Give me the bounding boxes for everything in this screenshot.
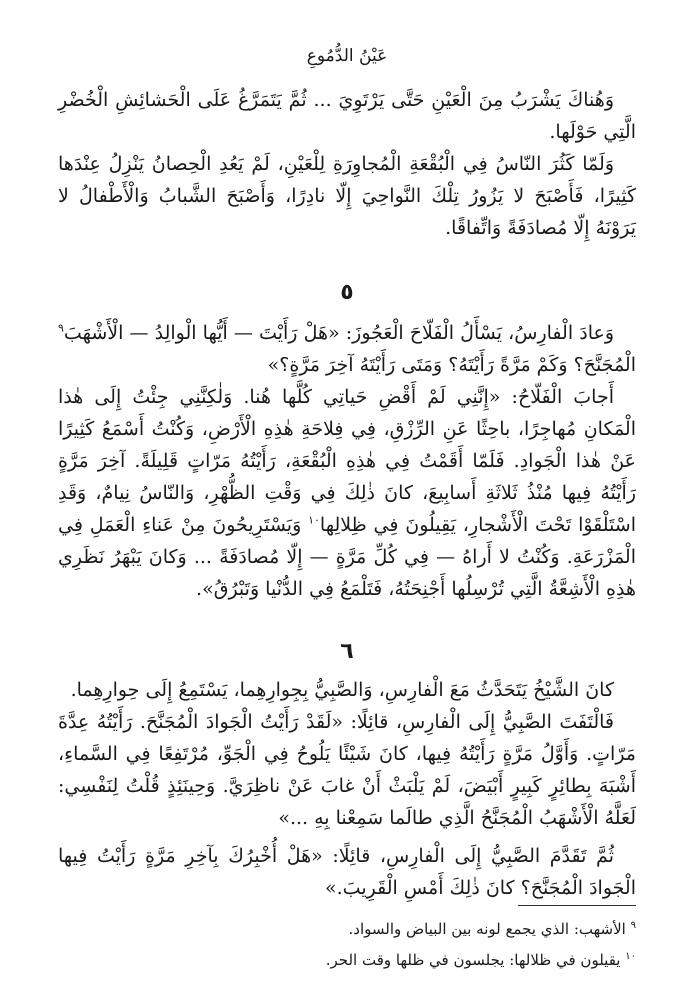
section5-paragraph-1-text-b: الْمُجَنَّحَ؟ وَكَمْ مَرَّةً رَأَيْتَهُ؟ وَمَتَى رَأَيْتَهُ آخِرَ مَرَّةٍ؟» bbox=[267, 354, 636, 376]
section-number-5: ٥ bbox=[340, 280, 354, 305]
footnote-9 bbox=[58, 912, 636, 943]
section6-paragraph-2: فَالْتَفَتَ الصَّبِيُّ إِلَى الْفارِسِ، قائِلًا: «لَقَدْ رَأَيْتُ الْجَوادَ الْمُجَنَّحَ. رَأَيْتُهُ عِدَّةَ مَرّاتٍ. وَأَوَّلُ مَرَّةٍ رَأَيْتُهُ فِيها، كانَ شَيْئًا يَلُوحُ فِي الْجَوِّ، مُرْتَفِعًا فِي السَّماءِ، أَشْبَهَ بِطائِرٍ كَبِيرٍ أَبْيَضَ، لَمْ يَلْبَثْ أَنْ غابَ عَنْ ناظِرَيَّ. وَحِينَئِذٍ قُلْتُ لِنَفْسِي: لَعَلَّهُ الْأَشْهَبُ الْمُجَنَّحُ الَّذِي طالَما سَمِعْنا بِهِ ...» bbox=[58, 711, 636, 829]
footnote-divider bbox=[518, 905, 636, 906]
footnotes bbox=[58, 912, 636, 974]
footnote-9-text: الأشهب: الذي يجمع لونه بين البياض والسواد. bbox=[348, 920, 626, 938]
footnote-10 bbox=[58, 943, 636, 974]
footnote-10-text: يقيلون في ظلالها: يجلسون في ظلها وقت الحر. bbox=[325, 951, 621, 969]
section5-paragraph-2-text-a: أَجابَ الْفَلّاحُ: «إِنَّنِي لَمْ أَقْضِ حَياتِي كُلَّها هُنا. وَلٰكِنَّنِي جِئْتُ إِلَى هٰذا الْمَكانِ مُهاجِرًا، باحِثًا عَنِ الرِّزْقِ، فِي فِلاحَةِ هٰذِهِ الْأَرْضِ، وَكُنْتُ أَسْمَعُ كَثِيرًا عَنْ هٰذا الْجَوادِ. فَلَمّا أَقَمْتُ فِي هٰذِهِ الْبُقْعَةِ، رَأَيْتُهُ مَرّاتٍ قَلِيلَةً. آخِرَ مَرَّةٍ رَأَيْتُهُ فِيها مُنْذُ ثَلاثَةِ أَسابِيعَ، كانَ ذٰلِكَ فِي وَقْتِ الظُّهْرِ، وَالنّاسُ نِيامٌ، وَقَدِ اسْتَلْقَوْا تَحْتَ الْأَشْجارِ، يَقِيلُونَ فِي ظِلالِها bbox=[58, 386, 637, 536]
section6-paragraph-1: كانَ الشَّيْخُ يَتَحَدَّثُ مَعَ الْفارِسِ، وَالصَّبِيُّ بِجِوارِهِما، يَسْتَمِعُ إِلَى حِوارِهِما. bbox=[70, 679, 614, 701]
section5-paragraph-2 bbox=[58, 381, 636, 605]
intro-paragraph-2: وَلَمّا كَثُرَ النّاسُ فِي الْبُقْعَةِ الْمُجاوِرَةِ لِلْعَيْنِ، لَمْ يَعُدِ الْحِصانُ يَنْزِلُ عِنْدَها كَثِيرًا، فَأَصْبَحَ لا يَزُورُ تِلْكَ النَّواحِيَ إِلّا نادِرًا، وَأَصْبَحَ الشَّبابُ وَالْأَطْفالُ لا يَرَوْنَهُ إِلّا مُصادَفَةً وَاتِّفاقًا. bbox=[58, 153, 636, 239]
section5-paragraph-1 bbox=[58, 317, 636, 381]
running-head: عَيْنُ الدُّمُوعِ bbox=[306, 46, 388, 66]
intro-paragraph-1: وَهُناكَ يَشْرَبُ مِنَ الْعَيْنِ حَتَّى يَرْتَوِيَ ... ثُمَّ يَتَمَرَّغُ عَلَى الْحَشائِشِ الْخُضْرِ الَّتِي حَوْلَها. bbox=[58, 89, 636, 143]
footnote-9-number: ٩ bbox=[630, 920, 636, 931]
footnote-10-number: ١٠ bbox=[625, 951, 636, 962]
section5-paragraph-1-text-a: وَعادَ الْفارِسُ، يَسْأَلُ الْفَلّاحَ الْعَجُوزَ: «هَلْ رَأَيْتَ — أَيُّها الْوالِدُ — الْأَشْهَبَ bbox=[63, 322, 614, 344]
section6-paragraph-3: ثُمَّ تَقَدَّمَ الصَّبِيُّ إِلَى الْفارِسِ، قائِلًا: «هَلْ أُخْبِرُكَ بِآخِرِ مَرَّةٍ رَأَيْتُ فِيها الْجَوادَ الْمُجَنَّحَ؟ كانَ ذٰلِكَ أَمْسِ الْقَرِيبَ.» bbox=[58, 845, 636, 899]
section5-paragraph-2-text-b: وَيَسْتَرِيحُونَ مِنْ عَناءِ الْعَمَلِ فِي الْمَزْرَعَةِ. وَكُنْتُ لا أَراهُ — فِي كُلِّ مَرَّةٍ — إِلّا مُصادَفَةً ... وَكانَ يَبْهَرُ نَظَرِي هٰذِهِ الْأَشِعَّةُ الَّتِي تُرْسِلُها أَجْنِحَتُهُ، فَتَلْمَعُ فِي الدُّنْيا وَتَبْرُقُ». bbox=[58, 514, 636, 600]
section-number-6: ٦ bbox=[340, 639, 354, 664]
footnote-ref-9: ٩ bbox=[58, 321, 64, 335]
footnote-ref-10: ١٠ bbox=[308, 513, 320, 527]
